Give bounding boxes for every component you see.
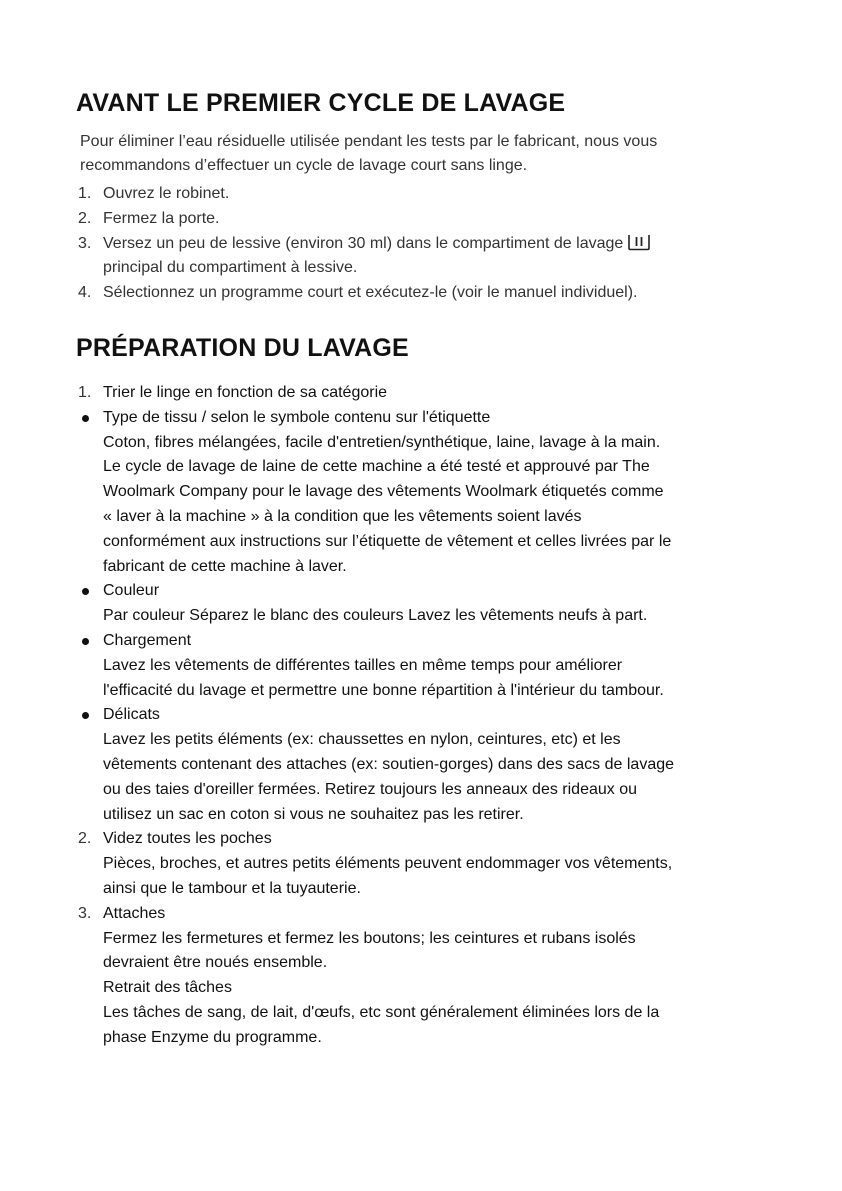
list-item [0, 902, 842, 1051]
section-title-first-wash: AVANT LE PREMIER CYCLE DE LAVAGE [76, 89, 566, 117]
list-item [0, 827, 842, 901]
list-item-heading: Type de tissu / selon le symbole contenu sur l'étiquette [103, 408, 491, 426]
step-number: 3. [78, 234, 92, 252]
intro-line: Pour éliminer l’eau résiduelle utilisée pendant les tests par le fabricant, nous vous [80, 133, 658, 150]
list-item [0, 629, 842, 703]
list-item [0, 406, 842, 580]
bullet-icon [82, 712, 89, 719]
section-title-preparation: PRÉPARATION DU LAVAGE [76, 334, 409, 362]
list-item-line: Woolmark Company pour le lavage des vêtements Woolmark étiquetés comme [103, 483, 664, 501]
first-wash-steps [0, 182, 842, 306]
list-item-heading: Attaches [103, 904, 166, 922]
bullet-icon [82, 588, 89, 595]
step-item [0, 281, 842, 306]
list-item-line: « laver à la machine » à la condition que les vêtements soient lavés [103, 507, 582, 525]
list-item-line: ou des taies d'oreiller fermées. Retirez toujours les anneaux des rideaux ou [103, 780, 638, 798]
list-item [0, 703, 842, 827]
step-number: 2. [78, 209, 92, 227]
step-item [0, 207, 842, 232]
list-item-heading: Chargement [103, 631, 192, 649]
bullet-icon [82, 638, 89, 645]
intro-paragraph [80, 130, 780, 178]
list-item-heading: Couleur [103, 582, 160, 600]
list-item-line: Par couleur Séparez le blanc des couleurs Lavez les vêtements neufs à part. [103, 607, 648, 625]
list-item-heading: Délicats [103, 706, 160, 724]
list-item-heading: Trier le linge en fonction de sa catégorie [103, 384, 388, 401]
step-number: 4. [78, 284, 92, 302]
step-line: Ouvrez le robinet. [103, 185, 230, 202]
list-item-line: Pièces, broches, et autres petits éléments peuvent endommager vos vêtements, [103, 855, 673, 873]
main-wash-compartment-icon [627, 233, 651, 251]
list-item-line: utilisez un sac en coton si vous ne souhaitez pas les retirer. [103, 805, 524, 823]
list-item-line: Coton, fibres mélangées, facile d'entretien/synthétique, laine, lavage à la main. [103, 433, 661, 451]
list-item-line: Lavez les petits éléments (ex: chaussettes en nylon, ceintures, etc) et les [103, 731, 621, 749]
list-item-line: devraient être noués ensemble. [103, 954, 328, 972]
list-item-line: Lavez les vêtements de différentes tailles en même temps pour améliorer [103, 656, 623, 674]
list-item [0, 579, 842, 629]
list-item-line: ainsi que le tambour et la tuyauterie. [103, 879, 361, 897]
list-item-line: Le cycle de lavage de laine de cette machine a été testé et approuvé par The [103, 458, 650, 476]
list-item-heading: Videz toutes les poches [103, 830, 272, 848]
preparation-list [0, 381, 842, 1051]
list-number: 1. [78, 384, 92, 401]
list-item-line: Retrait des tâches [103, 979, 232, 997]
intro-line: recommandons d’effectuer un cycle de lavage court sans linge. [80, 157, 528, 174]
list-item-line: Les tâches de sang, de lait, d'œufs, etc sont généralement éliminées lors de la [103, 1003, 660, 1021]
list-item [0, 381, 842, 406]
step-line: principal du compartiment à lessive. [103, 259, 358, 277]
list-number: 2. [78, 830, 92, 848]
list-item-line: fabricant de cette machine à laver. [103, 557, 347, 575]
step-item [0, 182, 842, 207]
step-line: Sélectionnez un programme court et exécutez-le (voir le manuel individuel). [103, 284, 638, 302]
list-item-line: phase Enzyme du programme. [103, 1028, 322, 1046]
list-number: 3. [78, 904, 92, 922]
step-line: Versez un peu de lessive (environ 30 ml) dans le compartiment de lavage [103, 234, 624, 252]
list-item-line: conformément aux instructions sur l’étiquette de vêtement et celles livrées par le [103, 532, 672, 550]
list-item-line: Fermez les fermetures et fermez les boutons; les ceintures et rubans isolés [103, 929, 636, 947]
step-line: Fermez la porte. [103, 209, 220, 227]
list-item-line: l'efficacité du lavage et permettre une bonne répartition à l'intérieur du tambour. [103, 681, 664, 699]
bullet-icon [82, 415, 89, 422]
step-item [0, 232, 842, 282]
step-line-with-icon [103, 232, 763, 257]
step-number: 1. [78, 185, 92, 202]
list-item-line: vêtements contenant des attaches (ex: soutien-gorges) dans des sacs de lavage [103, 755, 675, 773]
